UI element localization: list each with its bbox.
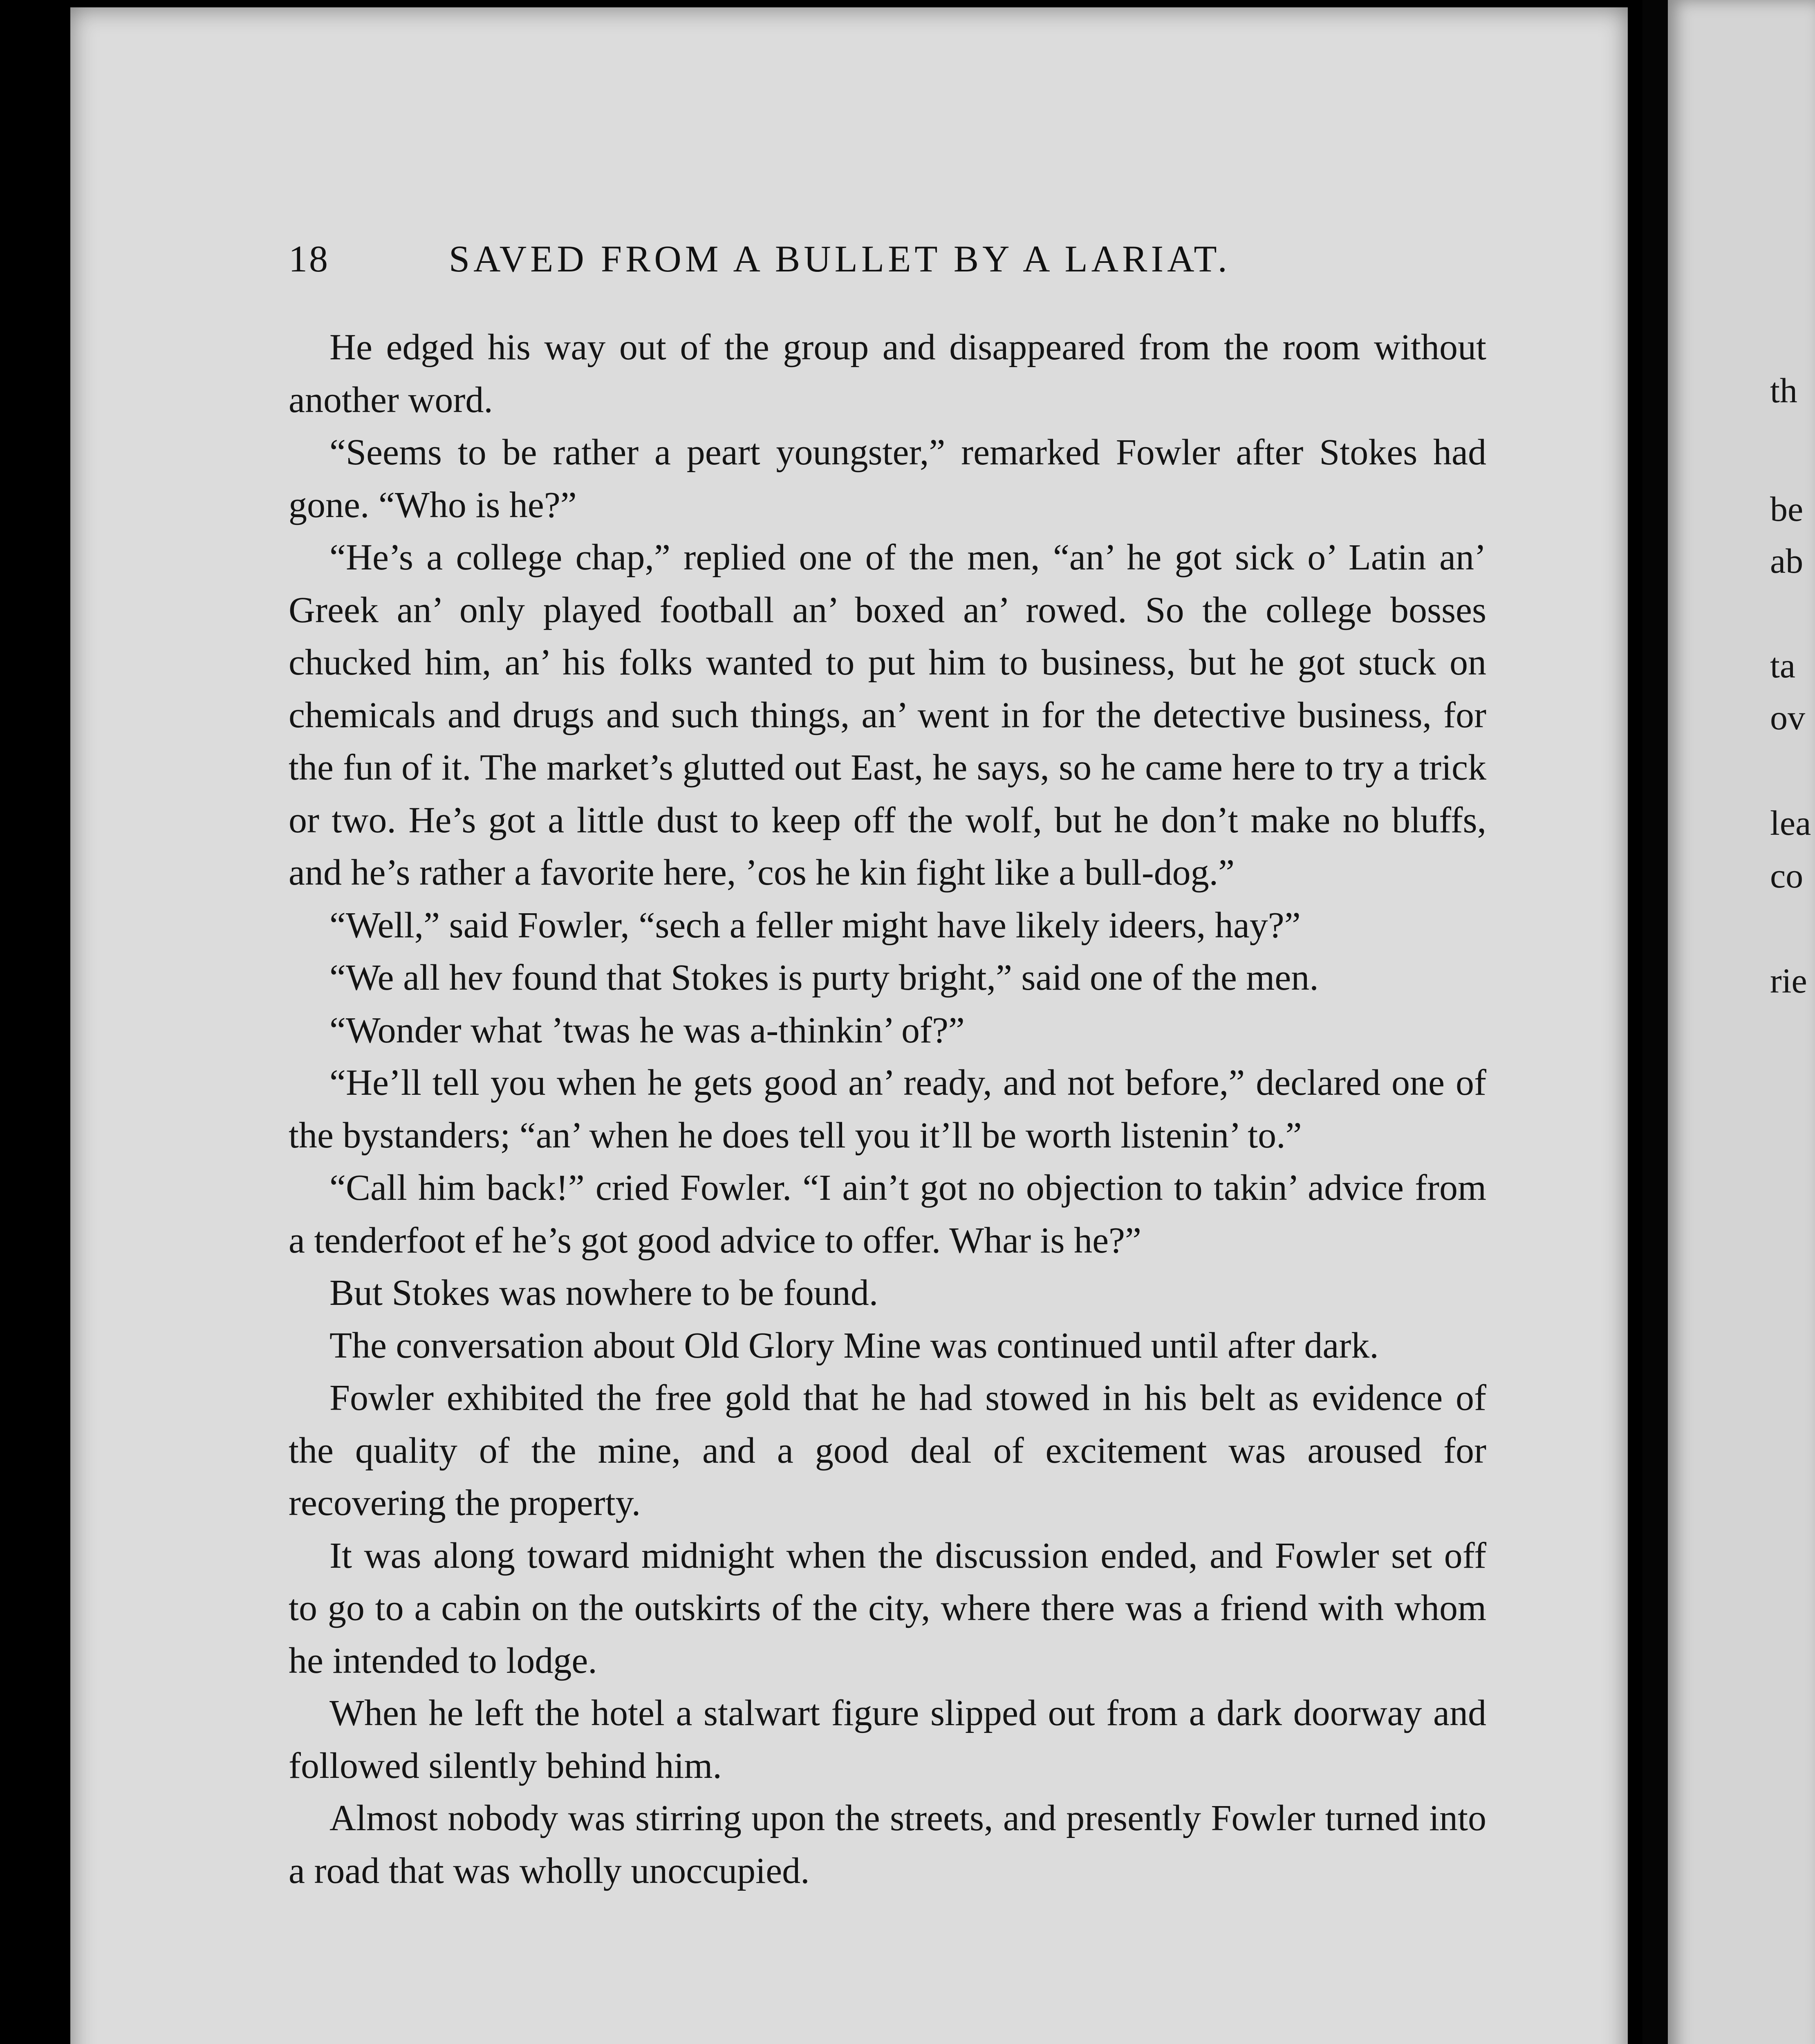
page-number: 18 bbox=[289, 238, 329, 280]
right-page-fragment: ov bbox=[1770, 698, 1805, 737]
right-page-partial bbox=[1668, 0, 1815, 2044]
paragraph: The conversation about Old Glory Mine was continued until after dark. bbox=[329, 1325, 1379, 1366]
paragraph: “Seems to be rather a peart youngster,” remarked Fowler after Stokes had gone. “Who is he?” bbox=[289, 432, 1486, 525]
paragraph: It was along toward midnight when the discussion ended, and Fowler set off to go to a cabin on the outskirts of the city, where there was a friend with whom he intended to lodge. bbox=[289, 1535, 1486, 1681]
paragraph: “Well,” said Fowler, “sech a feller might have likely ideers, hay?” bbox=[329, 905, 1301, 946]
running-title: SAVED FROM A BULLET BY A LARIAT. bbox=[449, 238, 1231, 280]
right-page-fragment: lea bbox=[1770, 803, 1811, 843]
running-header bbox=[289, 237, 1392, 286]
right-page-fragment: th bbox=[1770, 371, 1797, 410]
paragraph: “Wonder what ’twas he was a-thinkin’ of?” bbox=[329, 1010, 965, 1051]
right-page-fragment: be bbox=[1770, 489, 1804, 529]
paragraph: “Call him back!” cried Fowler. “I ain’t got no objection to takin’ advice from a tenderfoot ef he’s got good advice to offer. Whar is he?” bbox=[289, 1168, 1486, 1261]
paragraph: Almost nobody was stirring upon the streets, and presently Fowler turned into a road that was wholly unoccupied. bbox=[289, 1798, 1486, 1891]
body-text bbox=[289, 321, 1486, 1897]
paragraph: “We all hev found that Stokes is purty bright,” said one of the men. bbox=[329, 957, 1319, 998]
right-page-fragment: ab bbox=[1770, 541, 1804, 580]
paragraph: When he left the hotel a stalwart figure slipped out from a dark doorway and followed silently behind him. bbox=[289, 1693, 1486, 1786]
right-page-fragment: rie bbox=[1770, 961, 1807, 1000]
page-gutter bbox=[1642, 0, 1668, 2044]
paragraph: He edged his way out of the group and disappeared from the room without another word. bbox=[289, 327, 1486, 420]
right-page-fragment: co bbox=[1770, 856, 1804, 895]
paragraph: But Stokes was nowhere to be found. bbox=[329, 1273, 878, 1313]
paragraph: Fowler exhibited the free gold that he had stowed in his belt as evidence of the quality of the mine, and a good deal of excitement was aroused for recovering the property. bbox=[289, 1378, 1486, 1523]
paragraph: “He’ll tell you when he gets good an’ ready, and not before,” declared one of the bystanders; “an’ when he does tell you it’ll be worth listenin’ to.” bbox=[289, 1062, 1486, 1156]
paragraph: “He’s a college chap,” replied one of the men, “an’ he got sick o’ Latin an’ Greek an’ only played football an’ boxed an’ rowed. So the college bosses chucked him, an’ his folks wanted to put him to business, but he got stuck on chemicals and drugs and such things, an’ went in for the detective business, for the fun of it. The market’s glutted out East, he says, so he came here to try a trick or two. He’s got a little dust to keep off the wolf, but he don’t make no bluffs, and he’s rather a favorite here, ’cos he kin fight like a bull-dog.” bbox=[289, 537, 1486, 893]
right-page-fragment: ta bbox=[1770, 646, 1796, 685]
